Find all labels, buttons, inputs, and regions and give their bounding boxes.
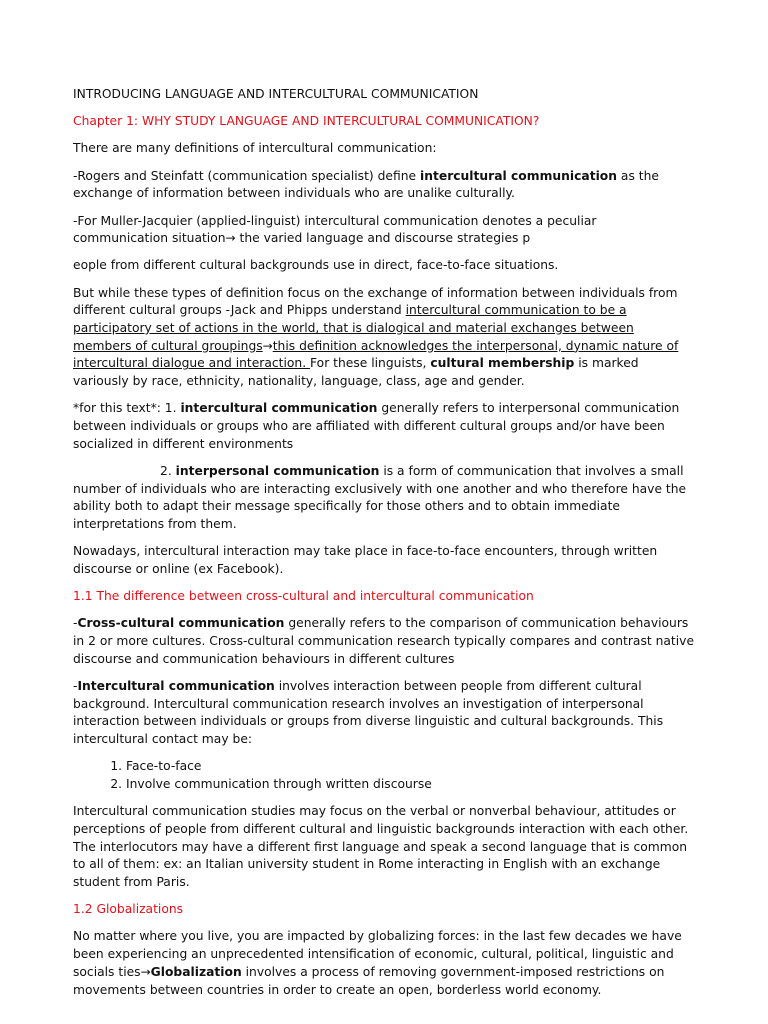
- text-run: -For Muller-Jacquier (applied-linguist) intercultural communication denotes a peculiar communication situation: [73, 213, 597, 246]
- bold-term: Intercultural communication: [77, 678, 275, 693]
- document-body: [73, 86, 695, 1009]
- chapter-heading: Chapter 1: WHY STUDY LANGUAGE AND INTERCULTURAL COMMUNICATION?: [73, 114, 540, 129]
- paragraph-rogers: [73, 168, 695, 203]
- list-item: 1. Face-to-face: [126, 758, 695, 776]
- text-run: For these linguists,: [310, 356, 431, 371]
- underlined-text: intercultural communication to be a participatory set of actions in the world, that is dialogical and material exchanges between members of cultural groupings: [73, 303, 634, 353]
- arrow-icon: →: [140, 964, 151, 979]
- text-run: *for this text*: 1.: [73, 401, 181, 416]
- text-run: -Rogers and Steinfatt (communication specialist) define: [73, 168, 421, 183]
- text-run: involves a process of removing government-imposed restrictions on movements between countries in order to create an open, borderless world economy.: [73, 964, 665, 997]
- text-run: generally refers to the comparison of communication behaviours in 2 or more cultures. Cross-cultural communication research typically compares and contrast native discourse and communication behaviours in different cultures: [73, 616, 695, 666]
- paragraph-globalization: [73, 928, 695, 999]
- bold-term: Globalization: [150, 964, 242, 979]
- paragraph-muller: [73, 213, 695, 248]
- paragraph-definitions: There are many definitions of intercultural communication:: [73, 141, 437, 156]
- text-run: is marked variously by race, ethnicity, nationality, language, class, age and gender.: [73, 356, 639, 389]
- text-run: -: [73, 616, 78, 631]
- paragraph-intercultural: [73, 678, 695, 749]
- text-run: 2.: [160, 463, 176, 478]
- paragraph-studies: Intercultural communication studies may focus on the verbal or nonverbal behaviour, attitudes or perceptions of people from different cultural and linguistic backgrounds interaction with each other. The interlocutors may have a different first language and speak a second language that is common to all of them: ex: an Italian university student in Rome interacting in English with an exchange student from Paris.: [73, 804, 689, 890]
- paragraph-cross-cultural: [73, 615, 695, 668]
- text-run: as the exchange of information between individuals who are unalike culturally.: [73, 168, 659, 201]
- text-run: the varied language and discourse strategies p: [235, 231, 531, 246]
- text-run: No matter where you live, you are impacted by globalizing forces: in the last few decades we have been experiencing an unprecedented intensification of economic, cultural, political, linguistic and socials ties: [73, 929, 682, 979]
- paragraph-nowadays: Nowadays, intercultural interaction may take place in face-to-face encounters, through written discourse or online (ex Facebook).: [73, 544, 658, 576]
- text-run: But while these types of definition focus on the exchange of information between individuals from different cultural groups -Jack and Phipps understand: [73, 285, 678, 318]
- bold-term: interpersonal communication: [175, 463, 380, 478]
- contact-types-list: [73, 758, 695, 793]
- bold-term: Cross-cultural communication: [77, 616, 285, 631]
- section-heading-1-2: 1.2 Globalizations: [73, 902, 184, 917]
- underlined-text: this definition acknowledges the interpersonal, dynamic nature of intercultural dialogue and interaction.: [73, 338, 679, 371]
- list-item: 2. Involve communication through written discourse: [126, 776, 695, 794]
- bold-term: intercultural communication: [420, 168, 617, 183]
- bold-term: intercultural communication: [180, 401, 378, 416]
- text-run: -: [73, 678, 78, 693]
- text-run: generally refers to interpersonal communication between individuals or groups who are affiliated with different cultural groups and/or have been socialized in different environments: [73, 401, 680, 451]
- text-run: involves interaction between people from different cultural background. Intercultural communication research involves an investigation of interpersonal interaction between individuals or groups from diverse linguistic and cultural backgrounds. This intercultural contact may be:: [73, 678, 664, 747]
- paragraph-eople: eople from different cultural backgrounds use in direct, face-to-face situations.: [73, 258, 559, 273]
- text-run: is a form of communication that involves a small number of individuals who are interacting exclusively with one another and who therefore have the ability both to adapt their message specifically for those others and to obtain immediate interpretations from them.: [73, 463, 687, 532]
- bold-term: cultural membership: [430, 356, 575, 371]
- arrow-icon: →: [262, 338, 273, 353]
- paragraph-for-this-text: [73, 400, 695, 453]
- section-heading-1-1: 1.1 The difference between cross-cultural and intercultural communication: [73, 589, 534, 604]
- arrow-icon: →: [225, 231, 236, 246]
- paragraph-interpersonal: [73, 463, 695, 534]
- paragraph-but-while: [73, 285, 695, 391]
- document-title: INTRODUCING LANGUAGE AND INTERCULTURAL COMMUNICATION: [73, 87, 479, 101]
